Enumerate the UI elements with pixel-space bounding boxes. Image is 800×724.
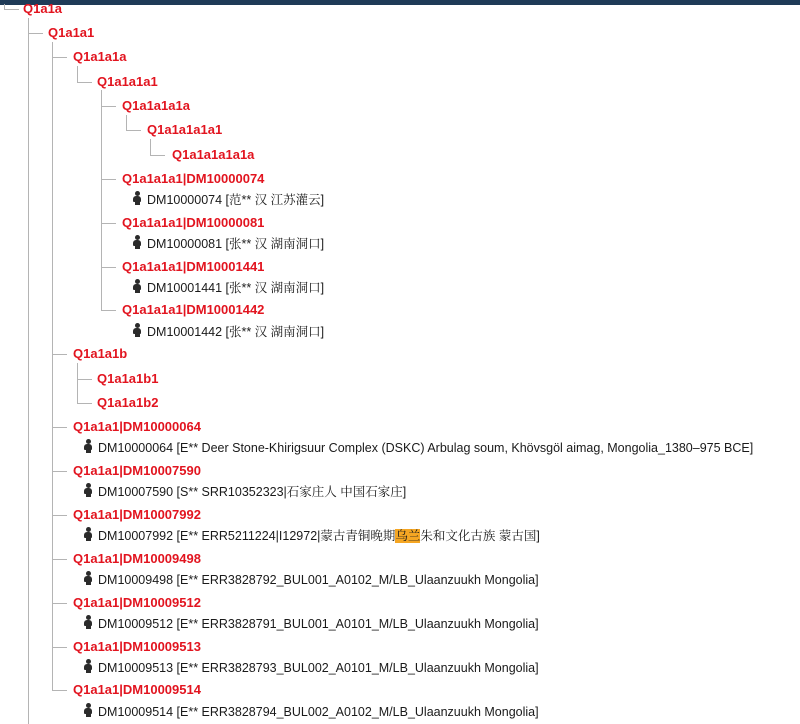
- tree-node-q1a1a1a1-dm10000081[interactable]: Q1a1a1a1|DM10000081: [122, 215, 265, 230]
- tree-connector: [4, 9, 19, 10]
- tree-connector: [101, 179, 116, 180]
- tree-connector: [52, 603, 67, 604]
- sample-text: DM10009512 [E** ERR3828791_BUL001_A0101_M/LB_Ulaanzuukh Mongolia]: [98, 617, 539, 631]
- sample-dm10009513: [84, 658, 539, 678]
- tree-connector: [52, 647, 67, 648]
- tree-node-q1a1a1a1-dm10000074[interactable]: Q1a1a1a1|DM10000074: [122, 171, 265, 186]
- search-highlight: 乌兰: [395, 529, 421, 543]
- tree-node-q1a1a[interactable]: Q1a1a: [23, 1, 63, 16]
- tree-connector: [101, 310, 116, 311]
- tree-connector: [126, 115, 127, 130]
- tree-connector: [52, 471, 67, 472]
- tree-connector: [52, 515, 67, 516]
- tree-node-q1a1a1-dm10009513[interactable]: Q1a1a1|DM10009513: [73, 639, 201, 654]
- sample-dm10000081: [133, 234, 324, 254]
- tree-connector: [101, 223, 116, 224]
- tree-node-q1a1a1-dm10009498[interactable]: Q1a1a1|DM10009498: [73, 551, 201, 566]
- person-icon: [133, 191, 141, 205]
- tree-node-q1a1a1-dm10007992[interactable]: Q1a1a1|DM10007992: [73, 507, 201, 522]
- tree-connector: [52, 559, 67, 560]
- tree-connector: [150, 155, 165, 156]
- sample-text: DM10000081 [张** 汉 湖南洞口]: [147, 237, 325, 251]
- person-icon: [84, 527, 92, 541]
- tree-node-q1a1a1a[interactable]: Q1a1a1a: [73, 49, 127, 64]
- sample-text: DM10009498 [E** ERR3828792_BUL001_A0102_M/LB_Ulaanzuukh Mongolia]: [98, 573, 539, 587]
- tree-connector: [28, 33, 43, 34]
- tree-connector: [28, 18, 29, 724]
- sample-dm10009498: [84, 570, 539, 590]
- sample-dm10007992: [84, 526, 540, 546]
- tree-node-q1a1a1b2[interactable]: Q1a1a1b2: [97, 395, 159, 410]
- person-icon: [133, 323, 141, 337]
- tree-connector: [101, 90, 102, 310]
- tree-connector: [77, 363, 78, 403]
- tree-node-q1a1a1a1a1[interactable]: Q1a1a1a1a1: [147, 122, 223, 137]
- sample-dm10007590: [84, 482, 406, 502]
- person-icon: [84, 703, 92, 717]
- person-icon: [133, 279, 141, 293]
- tree-node-q1a1a1a1-dm10001441[interactable]: Q1a1a1a1|DM10001441: [122, 259, 265, 274]
- tree-node-q1a1a1[interactable]: Q1a1a1: [48, 25, 95, 40]
- person-icon: [84, 439, 92, 453]
- sample-text: DM10000064 [E** Deer Stone-Khirigsuur Complex (DSKC) Arbulag soum, Khövsgöl aimag, Mongolia_1380–975 BCE]: [98, 441, 754, 455]
- tree-node-q1a1a1a1[interactable]: Q1a1a1a1: [97, 74, 158, 89]
- sample-text-pre: DM10007992 [E** ERR5211224|I12972|蒙古青铜晚期: [98, 529, 396, 543]
- sample-text: DM10001441 [张** 汉 湖南洞口]: [147, 281, 325, 295]
- tree-node-q1a1a1-dm10009514[interactable]: Q1a1a1|DM10009514: [73, 682, 201, 697]
- sample-dm10001441: [133, 278, 324, 298]
- tree-connector: [52, 354, 67, 355]
- tree-connector: [126, 130, 141, 131]
- sample-text: DM10009513 [E** ERR3828793_BUL002_A0101_M/LB_Ulaanzuukh Mongolia]: [98, 661, 539, 675]
- tree-connector: [150, 139, 151, 155]
- tree-connector: [52, 427, 67, 428]
- sample-dm10009514: [84, 702, 539, 722]
- tree-node-q1a1a1a1a[interactable]: Q1a1a1a1a: [122, 98, 190, 113]
- tree-connector: [101, 267, 116, 268]
- sample-text-post: 朱和文化古族 蒙古国]: [420, 529, 540, 543]
- tree-node-q1a1a1b[interactable]: Q1a1a1b: [73, 346, 128, 361]
- sample-text: DM10001442 [张** 汉 湖南洞口]: [147, 325, 325, 339]
- sample-text: DM10000074 [范** 汉 江苏灌云]: [147, 193, 325, 207]
- sample-dm10000074: [133, 190, 324, 210]
- tree-connector: [52, 690, 67, 691]
- tree-node-q1a1a1a1-dm10001442[interactable]: Q1a1a1a1|DM10001442: [122, 302, 265, 317]
- sample-text: DM10007590 [S** SRR10352323|石家庄人 中国石家庄]: [98, 485, 407, 499]
- tree-connector: [52, 57, 67, 58]
- person-icon: [84, 571, 92, 585]
- sample-dm10009512: [84, 614, 539, 634]
- tree-node-q1a1a1a1a1a[interactable]: Q1a1a1a1a1a: [172, 147, 255, 162]
- tree-node-q1a1a1-dm10009512[interactable]: Q1a1a1|DM10009512: [73, 595, 201, 610]
- person-icon: [84, 483, 92, 497]
- sample-text: DM10009514 [E** ERR3828794_BUL002_A0102_M/LB_Ulaanzuukh Mongolia]: [98, 705, 539, 719]
- tree-node-q1a1a1-dm10007590[interactable]: Q1a1a1|DM10007590: [73, 463, 201, 478]
- tree-connector: [77, 66, 78, 82]
- person-icon: [84, 615, 92, 629]
- tree-connector: [77, 403, 92, 404]
- tree-connector: [77, 379, 92, 380]
- tree-node-q1a1a1b1[interactable]: Q1a1a1b1: [97, 371, 159, 386]
- person-icon: [133, 235, 141, 249]
- tree-connector: [52, 42, 53, 690]
- tree-node-q1a1a1-dm10000064[interactable]: Q1a1a1|DM10000064: [73, 419, 201, 434]
- person-icon: [84, 659, 92, 673]
- sample-dm10000064: [84, 438, 753, 458]
- tree-connector: [101, 106, 116, 107]
- tree-connector: [77, 82, 92, 83]
- sample-dm10001442: [133, 322, 324, 342]
